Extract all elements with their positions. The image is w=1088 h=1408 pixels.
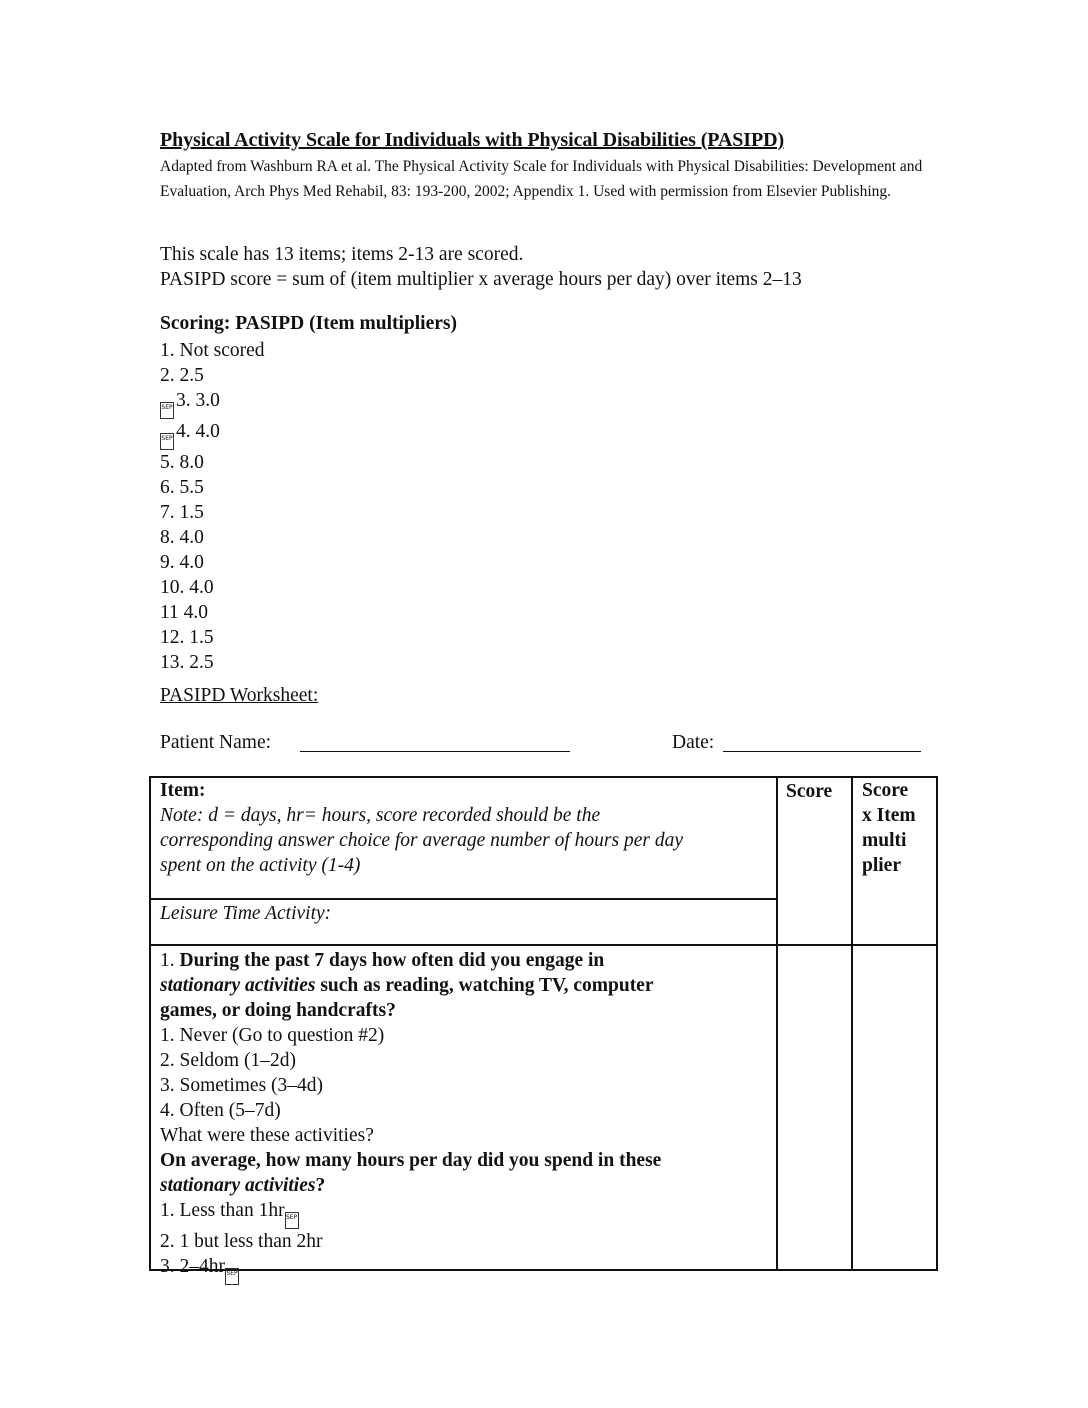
question-text: During the past 7 days how often did you engage in [179,950,605,971]
multiplier-item: 2. 2.5 [160,365,204,386]
score-cell[interactable] [778,946,850,1268]
multiplier-item: 11 4.0 [160,602,209,623]
sep-glyph-icon: SEP [160,402,174,419]
question-number: 1. [160,950,180,971]
sep-glyph-icon: SEP [225,1268,239,1285]
worksheet-table [149,776,938,1277]
multiplier-item: 9. 4.0 [160,552,204,573]
multiplier-text: 4. 4.0 [176,421,220,442]
sep-glyph-icon: SEP [160,433,174,450]
multiplier-list [160,338,265,675]
item-header-cell [160,778,683,878]
answer-option: 4. Often (5–7d) [160,1100,281,1121]
question-text: games, or doing handcrafts? [160,1000,396,1021]
worksheet-heading: PASIPD Worksheet: [160,685,319,706]
date-field[interactable] [723,751,921,752]
multiplier-item: 12. 1.5 [160,627,214,648]
multiplier-item: 7. 1.5 [160,502,204,523]
score-x-multiplier-header [862,778,916,878]
intro-line-items: This scale has 13 items; items 2-13 are scored. [160,244,524,265]
multiplier-item: 10. 4.0 [160,577,214,598]
score-header: Score [786,781,833,802]
document-title: Physical Activity Scale for Individuals with Physical Disabilities (PASIPD) [160,129,785,151]
question-emphasis: stationary activities [160,1175,316,1196]
table-border-right [936,776,938,1271]
hours-option [160,1198,661,1229]
scoring-heading: Scoring: PASIPD (Item multipliers) [160,313,457,334]
score-x-multiplier-cell[interactable] [853,946,935,1268]
multiplier-item [160,419,265,450]
multiplier-item: 5. 8.0 [160,452,204,473]
follow-up-question: What were these activities? [160,1125,374,1146]
hours-option-text: 1. Less than 1hr [160,1200,285,1221]
multiplier-item: 8. 4.0 [160,527,204,548]
hours-question: On average, how many hours per day did you spend in these [160,1150,662,1171]
patient-name-label: Patient Name: [160,732,272,753]
multiplier-item [160,388,265,419]
multiplier-item: 13. 2.5 [160,652,214,673]
multiplier-item: 1. Not scored [160,340,265,361]
note-line: Note: d = days, hr= hours, score recorded should be the [160,805,601,826]
intro-line-formula: PASIPD score = sum of (item multiplier x average hours per day) over items 2–13 [160,269,802,290]
answer-option: 3. Sometimes (3–4d) [160,1075,324,1096]
citation-text: Adapted from Washburn RA et al. The Physical Activity Scale for Individuals with Physical Disabilities: Development and Evaluation, Arch Phys Med Rehabil, 83: 193-200, 2002; Appendix 1. Used with permission from Elsevier Publishing. [160,158,923,200]
question-emphasis: stationary activities [160,975,316,996]
score-x-header-line: Score [862,780,909,801]
score-x-header-line: multi [862,830,907,851]
question-1-line [160,973,661,998]
hours-option: 2. 1 but less than 2hr [160,1231,323,1252]
date-label: Date: [672,732,715,753]
patient-name-field[interactable] [300,751,570,752]
intro-section [160,242,802,292]
note-line: corresponding answer choice for average number of hours per day [160,830,683,851]
score-x-header-line: x Item [862,805,916,826]
hours-question-line [160,1173,661,1198]
leisure-label: Leisure Time Activity: [160,903,332,924]
score-x-header-line: plier [862,855,901,876]
question-1-line [160,948,661,973]
hours-option-text: 3. 2–4hr [160,1256,225,1277]
question-text: ? [315,1175,326,1196]
answer-option: 1. Never (Go to question #2) [160,1025,385,1046]
question-text: such as reading, watching TV, computer [315,975,654,996]
item-header: Item: [160,780,206,801]
table-border-left [149,776,151,1271]
row-divider [149,898,777,900]
note-line: spent on the activity (1-4) [160,855,361,876]
answer-option: 2. Seldom (1–2d) [160,1050,296,1071]
question-1-cell [160,948,661,1285]
multiplier-text: 3. 3.0 [176,390,220,411]
sep-glyph-icon: SEP [285,1212,299,1229]
hours-option [160,1254,661,1285]
multiplier-item: 6. 5.5 [160,477,204,498]
